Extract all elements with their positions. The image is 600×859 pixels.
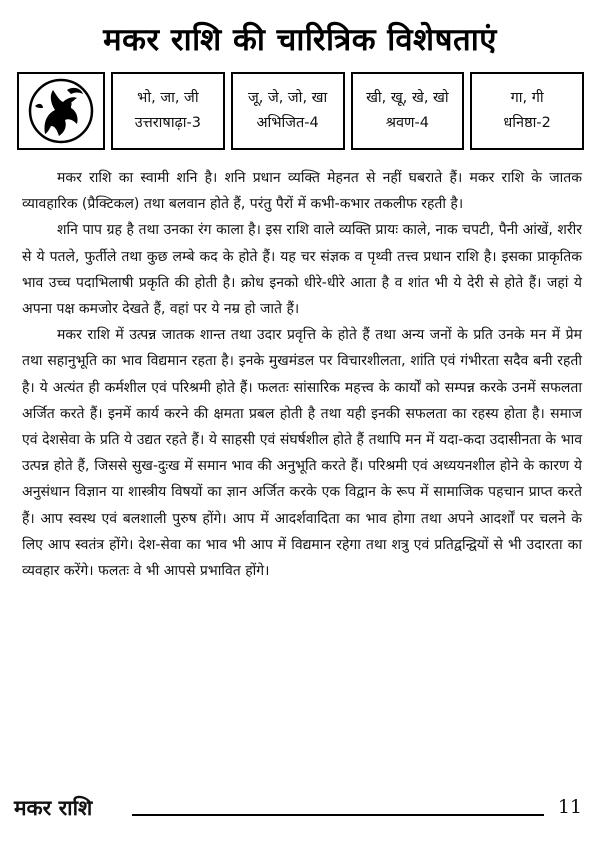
nakshatra-syllables: जू, जे, जो, खा: [247, 90, 328, 106]
nakshatra-syllables: खी, खू, खे, खो: [366, 90, 449, 106]
nakshatra-cell-abhijit: [231, 72, 345, 150]
capricorn-goat-icon: [21, 76, 101, 146]
nakshatra-name: श्रवण-4: [385, 115, 430, 131]
nakshatra-name: धनिष्ठा-2: [503, 115, 551, 131]
nakshatra-cell-shravan: [351, 72, 465, 150]
nakshatra-syllables: भो, जा, जी: [137, 90, 199, 106]
footer-label: मकर राशि: [14, 796, 93, 820]
page-title: मकर राशि की चारित्रिक विशेषताएं: [103, 22, 497, 58]
body-text: [22, 165, 582, 584]
paragraph: मकर राशि का स्वामी शनि है। शनि प्रधान व्यक्ति मेहनत से नहीं घबराते हैं। मकर राशि के जातक व्यावहारिक (प्रैक्टिकल) तथा बलवान होते हैं, परंतु पैरों में कभी-कभार तकलीफ रहती है।: [22, 170, 582, 213]
nakshatra-name: अभिजित-4: [256, 115, 319, 131]
nakshatra-syllables: गा, गी: [510, 90, 544, 106]
nakshatra-cell-uttarashadha: [111, 72, 225, 150]
nakshatra-name: उत्तराषाढ़ा-3: [134, 115, 201, 131]
nakshatra-table: [17, 72, 584, 154]
nakshatra-cell-dhanishtha: [470, 72, 584, 150]
page-footer: [14, 794, 586, 834]
paragraph: मकर राशि में उत्पन्न जातक शान्त तथा उदार प्रवृत्ति के होते हैं तथा अन्य जनों के प्रति उनके मन में प्रेम तथा सहानुभूति का भाव विद्यमान रहता है। इनके मुखमंडल पर विचारशीलता, शांति एवं गंभीरता सदैव बनी रहती है। ये अत्यंत ही कर्मशील एवं परिश्रमी होते हैं। फलतः सांसारिक महत्त्व के कार्यों को सम्पन्न करके उनमें सफलता अर्जित करते हैं। इनमें कार्य करने की क्षमता प्रबल होती है तथा यही इनकी सफलता का रहस्य होता है। समाज एवं देशसेवा के प्रति ये उद्यत रहते हैं। ये साहसी एवं संघर्षशील होते हैं तथापि मन में यदा-कदा उदासीनता के भाव उत्पन्न होते हैं, जिससे सुख-दुःख में समान भाव की अनुभूति करते हैं। परिश्रमी एवं अध्ययनशील होने के कारण ये अनुसंधान विज्ञान या शास्त्रीय विषयों का ज्ञान अर्जित करके एक विद्वान के रूप में सामाजिक पहचान प्राप्त करते हैं। आप स्वस्थ एवं बलशाली पुरुष होंगे। आप में आदर्शवादिता का भाव होगा तथा अपने आदर्शों पर चलने के लिए आप स्वतंत्र होंगे। देश-सेवा का भाव भी आप में विद्यमान रहेगा तथा शत्रु एवं प्रतिद्वन्द्वियों से भी उदारता का व्यवहार करेंगे। फलतः वे भी आपसे प्रभावित होंगे।: [22, 327, 582, 580]
footer-rule: [132, 814, 544, 816]
paragraph: शनि पाप ग्रह है तथा उनका रंग काला है। इस राशि वाले व्यक्ति प्रायः काले, नाक चपटी, पैनी आंखें, शरीर से ये पतले, फुर्तीले तथा कुछ लम्बे कद के होते हैं। यह चर संज्ञक व पृथ्वी तत्त्व प्रधान राशि है। इसका प्राकृतिक भाव उच्च पदाभिलाषी प्रकृति की होती है। क्रोध इनको धीरे-धीरे आता है व शांत भी ये देरी से होते हैं। जहां ये अपना पक्ष कमजोर देखते हैं, वहां पर ये नम्र हो जाते हैं।: [22, 222, 582, 318]
zodiac-icon-box: [17, 72, 105, 150]
page-number: 11: [557, 796, 582, 818]
